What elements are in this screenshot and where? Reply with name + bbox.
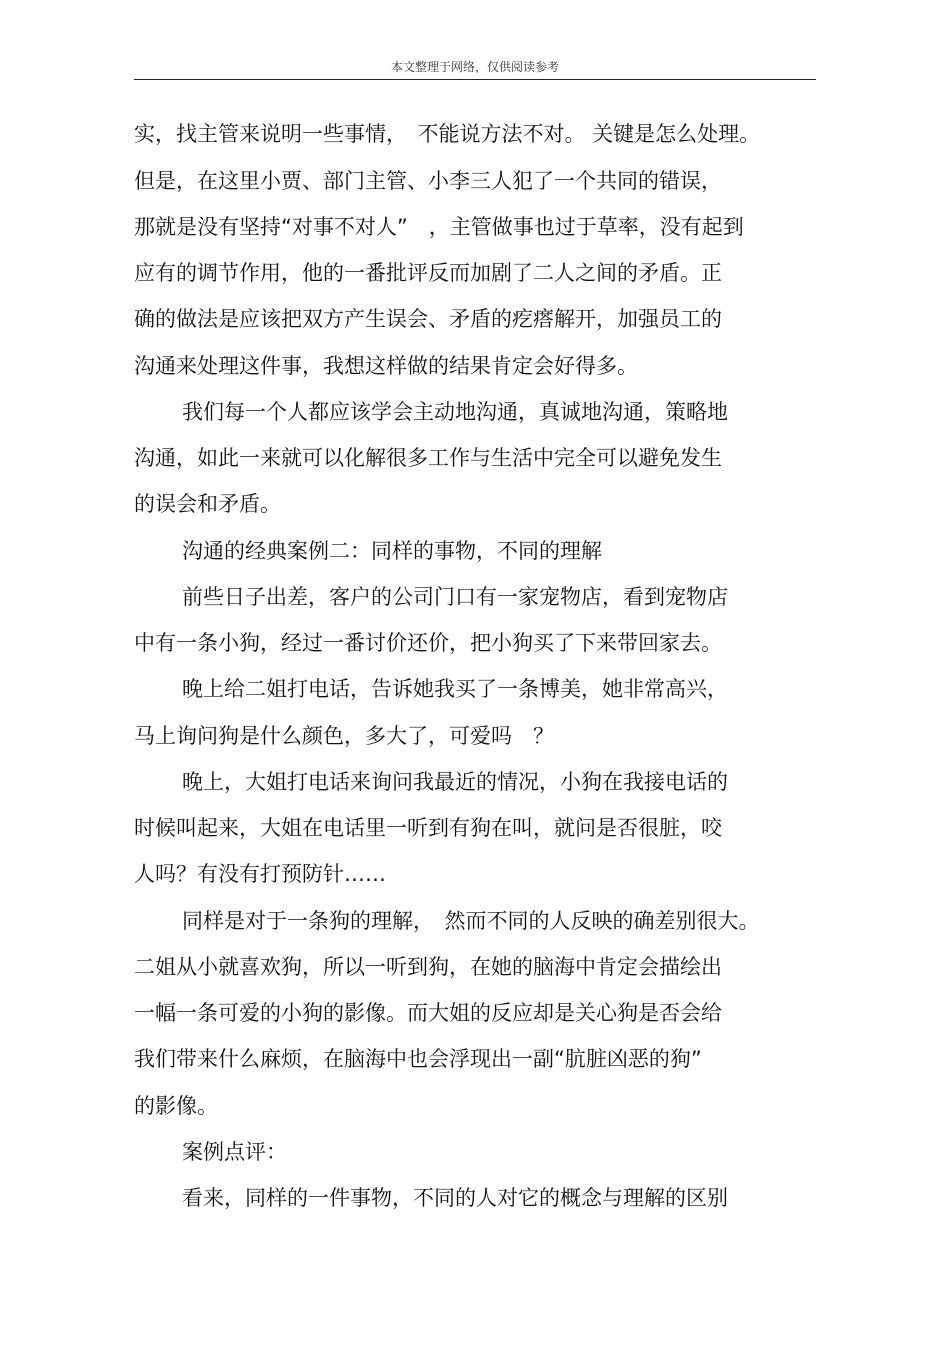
body-line: 我们每一个人都应该学会主动地沟通，真诚地沟通，策略地 (182, 400, 728, 424)
section-heading: 案例点评： (182, 1140, 287, 1164)
body-line: 人吗？有没有打预防针…… (134, 862, 386, 886)
body-line: 马上询问狗是什么颜色，多大了，可爱吗 ？ (134, 724, 554, 748)
body-line: 的影像。 (134, 1094, 218, 1118)
body-line: 二姐从小就喜欢狗，所以一听到狗，在她的脑海中肯定会描绘出 (134, 955, 722, 979)
body-line: 晚上给二姐打电话，告诉她我买了一条博美，她非常高兴， (182, 677, 728, 701)
section-heading: 沟通的经典案例二：同样的事物，不同的理解 (182, 539, 602, 563)
body-line: 沟通，如此一来就可以化解很多工作与生活中完全可以避免发生 (134, 446, 722, 470)
body-line: 时候叫起来，大姐在电话里一听到有狗在叫，就问是否很脏，咬 (134, 816, 722, 840)
body-line: 应有的调节作用，他的一番批评反而加剧了二人之间的矛盾。正 (134, 261, 722, 285)
body-line: 的误会和矛盾。 (134, 492, 281, 516)
body-line: 沟通来处理这件事，我想这样做的结果肯定会好得多。 (134, 354, 638, 378)
page-header: 本文整理于网络，仅供阅读参考 (390, 60, 559, 74)
body-line: 实，找主管来说明一些事情， 不能说方法不对。 关键是怎么处理。 (134, 122, 761, 146)
body-line: 中有一条小狗，经过一番讨价还价，把小狗买了下来带回家去。 (134, 631, 722, 655)
body-line: 我们带来什么麻烦，在脑海中也会浮现出一副“肮脏凶恶的狗” (134, 1047, 702, 1071)
body-line: 同样是对于一条狗的理解， 然而不同的人反映的确差别很大。 (182, 909, 760, 933)
header-divider (134, 79, 816, 80)
body-line: 看来，同样的一件事物，不同的人对它的概念与理解的区别 (182, 1186, 728, 1210)
body-line: 确的做法是应该把双方产生误会、矛盾的疙瘩解开，加强员工的 (134, 307, 722, 331)
body-line: 晚上，大姐打电话来询问我最近的情况，小狗在我接电话的 (182, 770, 728, 794)
body-line: 前些日子出差，客户的公司门口有一家宠物店，看到宠物店 (182, 585, 728, 609)
body-line: 那就是没有坚持“对事不对人” ，主管做事也过于草率，没有起到 (134, 215, 744, 239)
body-line: 一幅一条可爱的小狗的影像。而大姐的反应却是关心狗是否会给 (134, 1001, 722, 1025)
body-line: 但是，在这里小贾、部门主管、小李三人犯了一个共同的错误， (134, 169, 722, 193)
